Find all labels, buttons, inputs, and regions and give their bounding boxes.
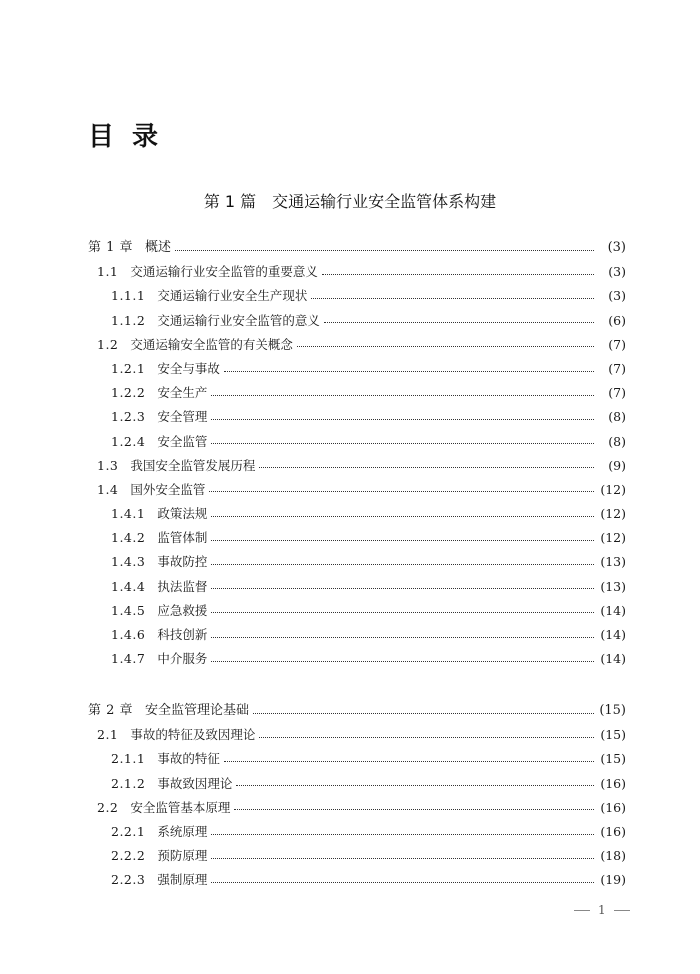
toc-entry-page: (16) (600, 775, 626, 791)
toc-entry-title: 交通运输行业安全生产现状 (157, 288, 308, 304)
toc-entry-number: 第 1 章 (88, 240, 134, 255)
toc-subsection-entry[interactable] (88, 747, 626, 771)
toc-entry-number: 1.2.1 (111, 360, 146, 376)
toc-subsection-entry[interactable] (88, 844, 626, 868)
toc-entry-title: 安全与事故 (157, 360, 220, 376)
toc-dot-leader (211, 833, 594, 835)
toc-dot-leader (253, 712, 594, 714)
toc-dot-leader (211, 881, 594, 883)
toc-dot-leader (224, 370, 594, 372)
toc-chapter-entry[interactable] (88, 699, 626, 723)
toc-section-entry[interactable] (88, 260, 626, 284)
toc-entry-number: 1.4.7 (111, 651, 146, 667)
toc-entry-number: 第 2 章 (88, 703, 134, 718)
page-number: 1 (598, 903, 606, 917)
part-heading (0, 189, 700, 212)
toc-subsection-entry[interactable] (88, 772, 626, 796)
toc-entry-number: 1.4 (97, 481, 119, 497)
toc-chapter-2 (88, 699, 626, 893)
toc-entry-title: 执法监督 (157, 578, 208, 594)
toc-entry-page: (7) (608, 336, 626, 352)
toc-subsection-entry[interactable] (88, 550, 626, 574)
toc-entry-title: 应急救援 (157, 602, 208, 618)
toc-entry-title: 交通运输安全监管的有关概念 (130, 336, 293, 352)
toc-entry-number: 1.4.4 (111, 578, 146, 594)
toc-section-entry[interactable] (88, 333, 626, 357)
toc-section-entry[interactable] (88, 478, 626, 502)
toc-entry-page: (3) (608, 288, 626, 304)
toc-entry-title: 预防原理 (157, 848, 208, 864)
toc-dot-leader (211, 418, 594, 420)
toc-subsection-entry[interactable] (88, 623, 626, 647)
toc-entry-number: 2.1.2 (111, 775, 146, 791)
toc-subsection-entry[interactable] (88, 381, 626, 405)
toc-entry-page: (7) (608, 360, 626, 376)
toc-entry-title: 安全管理 (157, 409, 208, 425)
toc-dot-leader (311, 297, 594, 299)
toc-dot-leader (211, 515, 594, 517)
toc-entry-number: 1.4.5 (111, 602, 146, 618)
toc-entry-page: (7) (608, 385, 626, 401)
footer-dash-left (574, 910, 590, 911)
toc-entry-title: 交通运输行业安全监管的意义 (157, 312, 320, 328)
toc-entry-title: 安全监管理论基础 (145, 703, 250, 718)
toc-entry-number: 1.2.3 (111, 409, 146, 425)
toc-dot-leader (209, 490, 594, 492)
toc-dot-leader (175, 249, 594, 251)
toc-subsection-entry[interactable] (88, 284, 626, 308)
toc-subsection-entry[interactable] (88, 526, 626, 550)
toc-dot-leader (236, 784, 594, 786)
toc-subsection-entry[interactable] (88, 405, 626, 429)
part-number: 第 1 篇 (203, 192, 257, 211)
page-footer (566, 903, 638, 917)
toc-section-entry[interactable] (88, 796, 626, 820)
toc-entry-number: 2.1 (97, 727, 119, 743)
toc-entry-title: 国外安全监管 (130, 481, 206, 497)
toc-dot-leader (211, 660, 594, 662)
toc-subsection-entry[interactable] (88, 575, 626, 599)
toc-entry-page: (6) (608, 312, 626, 328)
toc-dot-leader (211, 539, 594, 541)
toc-entry-title: 概述 (145, 240, 172, 255)
toc-entry-number: 1.4.2 (111, 530, 146, 546)
toc-entry-number: 1.1.2 (111, 312, 146, 328)
part-title-text: 交通运输行业安全监管体系构建 (272, 192, 497, 211)
toc-entry-page: (9) (608, 457, 626, 473)
toc-entry-number: 2.2.1 (111, 823, 146, 839)
toc-entry-number: 2.2.2 (111, 848, 146, 864)
toc-dot-leader (234, 808, 594, 810)
toc-entry-page: (19) (600, 872, 626, 888)
toc-subsection-entry[interactable] (88, 502, 626, 526)
toc-subsection-entry[interactable] (88, 357, 626, 381)
toc-section-entry[interactable] (88, 454, 626, 478)
toc-entry-page: (15) (600, 727, 626, 743)
toc-entry-title: 交通运输行业安全监管的重要意义 (130, 264, 318, 280)
toc-subsection-entry[interactable] (88, 868, 626, 892)
toc-entry-title: 系统原理 (157, 823, 208, 839)
toc-entry-page: (14) (600, 651, 626, 667)
toc-dot-leader (297, 345, 594, 347)
toc-entry-page: (15) (599, 703, 626, 718)
toc-subsection-entry[interactable] (88, 430, 626, 454)
toc-dot-leader (211, 611, 594, 613)
toc-dot-leader (224, 760, 594, 762)
toc-entry-page: (8) (608, 409, 626, 425)
toc-entry-title: 安全监管 (157, 433, 208, 449)
toc-dot-leader (211, 587, 594, 589)
toc-entry-number: 1.4.6 (111, 627, 146, 642)
toc-entry-page: (12) (600, 530, 626, 546)
toc-entry-page: (12) (600, 506, 626, 522)
toc-subsection-entry[interactable] (88, 820, 626, 844)
toc-entry-number: 1.1.1 (111, 288, 146, 304)
toc-entry-number: 2.2 (97, 799, 119, 815)
toc-entry-number: 1.2.2 (111, 385, 146, 401)
toc-entry-number: 1.2 (97, 336, 119, 352)
toc-entry-title: 事故的特征 (157, 751, 220, 767)
toc-dot-leader (259, 736, 594, 738)
toc-entry-number: 1.4.1 (111, 506, 146, 522)
toc-entry-number: 2.2.3 (111, 872, 146, 888)
toc-entry-page: (16) (600, 823, 626, 839)
toc-dot-leader (211, 394, 594, 396)
toc-entry-number: 1.2.4 (111, 433, 146, 449)
toc-section-entry[interactable] (88, 723, 626, 747)
toc-entry-number: 1.3 (97, 457, 119, 473)
toc-entry-page: (14) (600, 602, 626, 618)
toc-entry-title: 中介服务 (157, 651, 208, 667)
toc-entry-page: (13) (600, 554, 626, 570)
toc-entry-title: 安全监管基本原理 (130, 799, 231, 815)
page-title: 目录 (88, 122, 177, 152)
toc-entry-title: 科技创新 (157, 627, 208, 642)
toc-entry-number: 1.4.3 (111, 554, 146, 570)
toc-entry-title: 我国安全监管发展历程 (130, 457, 256, 473)
toc-dot-leader (211, 857, 594, 859)
toc-entry-page: (15) (600, 751, 626, 767)
toc-entry-page: (3) (607, 240, 626, 255)
toc-entry-page: (13) (600, 578, 626, 594)
toc-entry-title: 监管体制 (157, 530, 208, 546)
footer-dash-right (614, 910, 630, 911)
toc-dot-leader (322, 273, 594, 275)
toc-chapter-entry[interactable] (88, 236, 626, 260)
toc-dot-leader (211, 563, 594, 565)
toc-subsection-entry[interactable] (88, 309, 626, 333)
toc-entry-number: 1.1 (97, 264, 119, 280)
toc-dot-leader (259, 466, 594, 468)
toc-entry-title: 事故防控 (157, 554, 208, 570)
toc-entry-number: 2.1.1 (111, 751, 146, 767)
toc-entry-title: 强制原理 (157, 872, 208, 888)
toc-dot-leader (324, 321, 594, 323)
toc-subsection-entry[interactable] (88, 647, 626, 671)
toc-entry-page: (18) (600, 848, 626, 864)
toc-entry-page: (12) (600, 481, 626, 497)
toc-entry-page: (16) (600, 799, 626, 815)
toc-chapter-1 (88, 236, 626, 671)
toc-dot-leader (211, 442, 594, 444)
toc-entry-title: 事故致因理论 (157, 775, 233, 791)
toc-subsection-entry[interactable] (88, 599, 626, 623)
toc-dot-leader (211, 636, 594, 638)
toc-entry-title: 安全生产 (157, 385, 208, 401)
toc-entry-page: (8) (608, 433, 626, 449)
toc-entry-page: (3) (608, 264, 626, 280)
toc-entry-title: 事故的特征及致因理论 (130, 727, 256, 743)
toc-entry-title: 政策法规 (157, 506, 208, 522)
toc-entry-page: (14) (600, 627, 626, 642)
